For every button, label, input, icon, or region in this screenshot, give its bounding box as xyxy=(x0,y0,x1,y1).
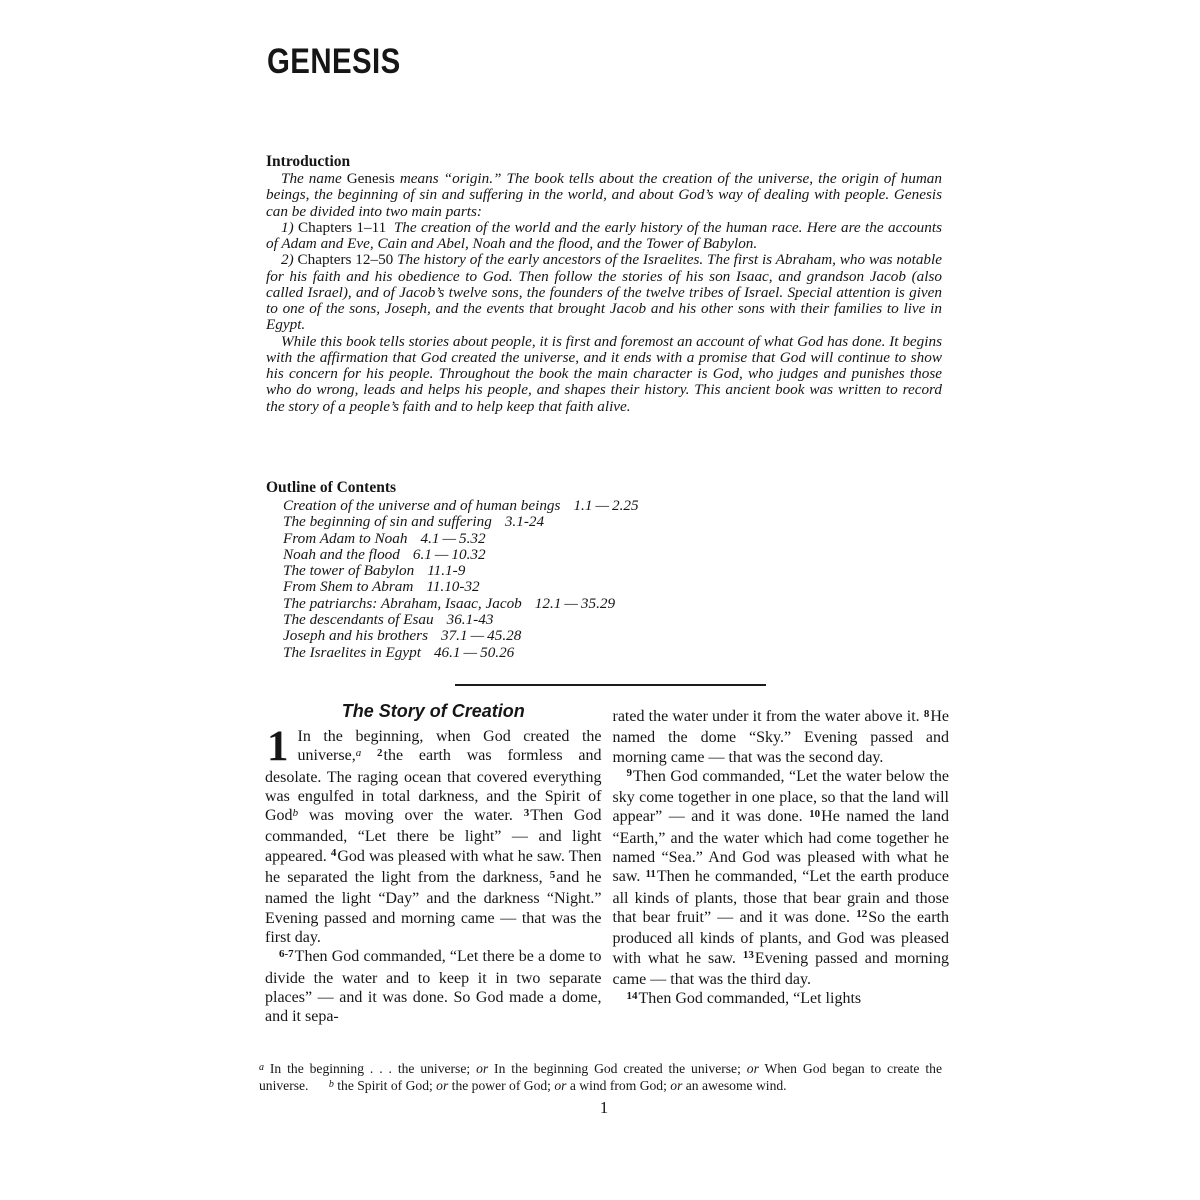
verse-number: 11 xyxy=(645,867,656,880)
outline-item-ref: 11.10-32 xyxy=(426,578,480,596)
outline-item-ref: 36.1-43 xyxy=(446,611,494,629)
outline-item xyxy=(283,628,942,644)
text-run: So the earth produced all kinds of plants, and God was pleased with what he saw. xyxy=(612,908,949,967)
text-run: the Spirit of God; xyxy=(333,1078,437,1094)
outline-item xyxy=(283,531,942,547)
text-run: the power of God; xyxy=(448,1078,555,1094)
left-column-text xyxy=(265,723,602,1026)
outline-item-label: The tower of Babylon xyxy=(283,562,415,580)
introduction-paragraph xyxy=(266,220,942,253)
text-run: Then God commanded, “Let there be a dome to divide the water and to keep it in two separate places” — and it was done. So God made a dome, and it sepa- xyxy=(265,948,602,1026)
italic-text-run: The creation of the world and the early history of the human race. Here are the accounts of Adam and Eve, Cain and Abel, Noah and the flood, and the Tower of Babylon. xyxy=(266,218,942,252)
verse-number: 8 xyxy=(923,707,930,720)
footnote-paragraph xyxy=(259,1061,942,1096)
text-run: When God began to create the universe. xyxy=(259,1061,942,1094)
text-run: an awesome wind. xyxy=(682,1078,787,1094)
story-heading: The Story of Creation xyxy=(341,701,525,721)
outline-item xyxy=(283,514,942,530)
introduction-heading: Introduction xyxy=(266,153,351,170)
verse-number: 3 xyxy=(523,806,530,819)
text-run: He named the dome “Sky.” Evening passed and morning came — that was the second day. xyxy=(612,708,949,766)
outline-item-ref: 46.1 — 50.26 xyxy=(433,643,515,661)
verse-number: 13 xyxy=(742,949,754,962)
outline-item xyxy=(283,645,942,661)
outline-item xyxy=(283,498,942,514)
outline-item-ref: 11.1-9 xyxy=(427,562,466,580)
outline-item xyxy=(283,596,942,612)
scripture-columns xyxy=(265,701,949,1026)
text-run: a wind from God; xyxy=(566,1078,671,1094)
text-run: Genesis xyxy=(346,170,395,187)
verse-number: 10 xyxy=(809,807,821,820)
text-run: was moving over the water. xyxy=(298,807,524,825)
introduction-paragraph xyxy=(266,252,942,333)
outline-item-label: Noah and the flood xyxy=(283,545,400,563)
verse-paragraph xyxy=(265,947,602,1026)
text-run: He named the land “Earth,” and the water which had come together he named “Sea.” And God was pleased with what he saw. xyxy=(612,808,949,886)
section-divider xyxy=(455,684,766,686)
text-run: Then God commanded, “Let there be light” — and light appeared. xyxy=(265,807,602,865)
text-run: God was pleased with what he saw. Then he separated the light from the darkness, xyxy=(265,847,602,887)
verse-number: 9 xyxy=(626,767,632,780)
text-run: Chapters 1–11 xyxy=(298,218,394,236)
introduction-paragraphs xyxy=(266,171,942,415)
introduction-paragraph xyxy=(266,334,942,415)
text-run: In the beginning, when God created the universe, xyxy=(297,728,602,765)
text-run: Then he commanded, “Let the earth produce all kinds of plants, those that bear grain and those that bear fruit” — and it was done. xyxy=(612,868,950,926)
text-run: Chapters 12–50 xyxy=(297,251,398,269)
footnote-letter: a xyxy=(355,746,362,759)
italic-text-run: or xyxy=(476,1061,489,1076)
outline-item-label: Joseph and his brothers xyxy=(283,627,428,645)
outline-item-ref: 4.1 — 5.32 xyxy=(420,529,486,547)
outline-item-ref: 6.1 — 10.32 xyxy=(412,545,486,563)
verse-paragraph xyxy=(613,989,950,1010)
right-column xyxy=(613,701,950,1026)
text-run: Evening passed and morning came — that was the third day. xyxy=(612,949,949,988)
left-column xyxy=(265,701,602,1026)
outline-item xyxy=(283,563,942,579)
outline-item-label: The descendants of Esau xyxy=(283,611,434,629)
text-run: rated the water under it from the water above it. xyxy=(612,708,924,725)
page-number: 1 xyxy=(599,1098,609,1117)
outline-heading: Outline of Contents xyxy=(266,479,397,496)
text-run: In the beginning God created the universe; xyxy=(488,1061,747,1076)
footnotes xyxy=(259,1061,942,1096)
italic-text-run: The name xyxy=(281,170,347,187)
outline-item-ref: 3.1-24 xyxy=(504,513,545,531)
outline-item-label: The beginning of sin and suffering xyxy=(283,513,492,531)
outline-list xyxy=(266,498,942,661)
verse-number: 4 xyxy=(330,847,337,860)
italic-text-run: While this book tells stories about people, it is first and foremost an account of what God has done. It begins with the affirmation that God created the universe, and it ends with a promise that God will continue to show his concern for his people. Throughout the book the main character is God, who judges and punishes those who do wrong, leads and helps his people, and shapes their history. This ancient book was written to record the story of a people’s faith and to help keep that faith alive. xyxy=(266,332,942,415)
outline-item xyxy=(283,579,942,595)
verse-paragraph xyxy=(613,767,950,989)
verse-number: 12 xyxy=(856,908,868,921)
verse-paragraph xyxy=(265,723,602,947)
outline-item-label: The Israelites in Egypt xyxy=(283,643,421,661)
outline-item-label: From Shem to Abram xyxy=(283,578,414,596)
outline-item xyxy=(283,547,942,563)
italic-text-run: or xyxy=(554,1078,567,1094)
text-run: Then God commanded, “Let lights xyxy=(638,990,862,1008)
footnote-letter: a xyxy=(259,1061,264,1073)
text-run xyxy=(361,747,377,764)
footnote-letter: b xyxy=(292,806,299,819)
italic-text-run: or xyxy=(436,1078,449,1094)
outline-item-label: The patriarchs: Abraham, Isaac, Jacob xyxy=(283,594,522,612)
italic-text-run: 2) xyxy=(281,251,298,269)
book-title: GENESIS xyxy=(267,42,401,81)
text-run: and he named the light “Day” and the darkness “Night.” Evening passed and morning came — that was the first day. xyxy=(265,869,602,946)
verse-number: 5 xyxy=(549,868,556,881)
introduction-section xyxy=(266,153,942,415)
text-run: the earth was formless and desolate. The raging ocean that covered everything was engulfed in total darkness, and the Spirit of God xyxy=(265,747,602,825)
italic-text-run: 1) xyxy=(281,218,299,236)
footnote-letter: b xyxy=(328,1078,334,1090)
right-column-text xyxy=(613,707,950,1010)
outline-item-ref: 37.1 — 45.28 xyxy=(440,627,522,645)
italic-text-run: The history of the early ancestors of the Israelites. The first is Abraham, who was notable for his faith and his obedience to God. Then follow the stories of his son Isaac, and grandson Jacob (also called Israel), and of Jacob’s twelve sons, the founders of the twelve tribes of Israel. Special attention is given to one of the sons, Joseph, and the events that brought Jacob and his other sons with their families to live in Egypt. xyxy=(266,251,942,334)
outline-section xyxy=(266,479,942,661)
outline-item-ref: 12.1 — 35.29 xyxy=(534,594,616,612)
italic-text-run: or xyxy=(670,1078,683,1094)
verse-number: 2 xyxy=(377,746,383,759)
text-run: Then God commanded, “Let the water below the sky come together in one place, so that the land will appear” — and it was done. xyxy=(612,767,949,826)
verse-number: 14 xyxy=(626,989,638,1002)
outline-item-label: From Adam to Noah xyxy=(283,529,408,547)
introduction-paragraph xyxy=(266,171,942,220)
outline-item-ref: 1.1 — 2.25 xyxy=(573,497,639,514)
chapter-number: 1 xyxy=(267,723,289,770)
italic-text-run: or xyxy=(746,1061,759,1076)
text-run: In the beginning . . . the universe; xyxy=(264,1061,477,1076)
verse-paragraph xyxy=(613,707,950,767)
outline-item-label: Creation of the universe and of human beings xyxy=(283,497,561,514)
verse-number: 6-7 xyxy=(279,947,294,960)
italic-text-run: means “origin.” The book tells about the creation of the universe, the origin of human beings, the beginning of sin and suffering in the world, and about God’s way of dealing with people. Genesis can be divided into two main parts: xyxy=(266,170,942,220)
outline-item xyxy=(283,612,942,628)
